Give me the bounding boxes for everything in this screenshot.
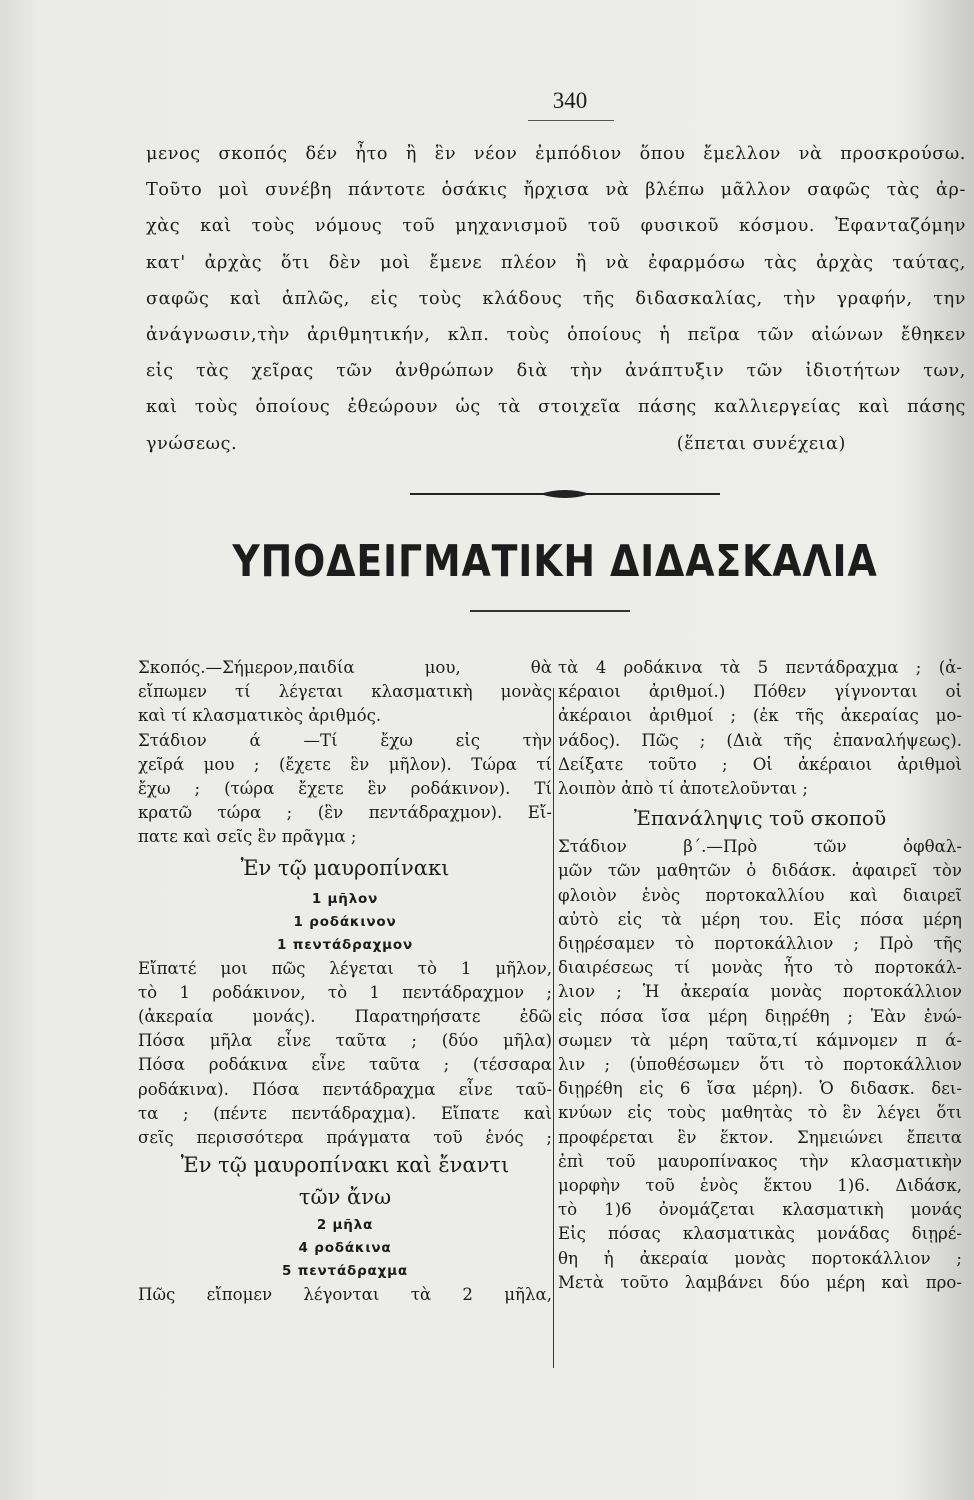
text-line: λιον ; Ἡ ἀκεραία μονὰς πορτοκάλλιον (558, 982, 962, 1002)
intro-last-line (146, 426, 846, 462)
text-line: Μετὰ τοῦτο λαμβάνει δύο μέρη καὶ προ- (558, 1272, 962, 1292)
text-line: Δείξατε τοῦτο ; Οἱ ἀκέραιοι ἀριθμοὶ (558, 754, 962, 774)
board-item: 2 μῆλα (316, 1217, 374, 1234)
text-line: λοιπὸν ἀπὸ τί ἀποτελοῦνται ; (558, 779, 808, 799)
intro-line: ἀνάγνωσιν,τὴν ἀριθμητικήν, κλπ. τοὺς ὁποίους ἡ πεῖρα τῶν αἰώνων ἔθηκεν (146, 325, 966, 346)
intro-line: μενος σκοπός δέν ἦτο ἢ ἓν νέον ἐμπόδιον ὅπου ἔμελλον νὰ προσκρούσω. (146, 144, 966, 164)
left-column (138, 656, 552, 1307)
intro-last-word: γνώσεως. (146, 433, 238, 454)
page-number: 340 (552, 88, 588, 113)
text-line: τὸ 1 ροδάκινον, τὸ 1 πεντάδραχμον ; (138, 982, 552, 1002)
text-line: ἐπὶ τοῦ μαυροπίνακος τὴν κλασματικὴν (558, 1151, 962, 1171)
text-line: σεῖς περισσότερα πράγματα τοῦ ἑνός ; (138, 1128, 552, 1148)
section-heading: Ἐπανάληψις τοῦ σκοποῦ (633, 806, 887, 831)
text-line: Πῶς εἴπομεν λέγονται τὰ 2 μῆλα, (138, 1285, 552, 1305)
text-line: προφέρεται ἓν ἕκτον. Σημειώνει ἔπειτα (558, 1127, 962, 1147)
intro-line: Τοῦτο μοὶ συνέβη πάντοτε ὁσάκις ἤρχισα νὰ βλέπω μᾶλλον σαφῶς τὰς ἀρ- (146, 180, 966, 201)
text-line: μῶν τῶν μαθητῶν ὁ διδάσκ. ἀφαιρεῖ τὸν (558, 861, 962, 881)
board-item: 1 πεντάδραχμον (277, 936, 413, 953)
text-line: τὰ 4 ροδάκινα τὰ 5 πεντάδραχμα ; (ἀ- (558, 658, 962, 677)
text-line: εἰς πόσα ἴσα μέρη διῃρέθη ; Ἐὰν ἑνώ- (558, 1006, 962, 1026)
text-line: (ἀκεραία μονάς). Παρατηρήσατε ἐδῶ (138, 1007, 552, 1027)
text-line: μορφὴν τοῦ ἑνὸς ἕκτου 1)6. Διδάσκ, (558, 1176, 962, 1196)
text-line: Στάδιον β΄.—Πρὸ τῶν ὀφθαλ- (558, 837, 962, 857)
title-underline (470, 610, 630, 612)
text-line: Εἰς πόσας κλασματικὰς μονάδας διῃρέ- (558, 1224, 962, 1244)
ornamental-divider (410, 487, 720, 501)
column-divider (553, 688, 554, 1368)
text-line: ἀκέραιοι ἀριθμοί ; (ἐκ τῆς ἀκεραίας μο- (558, 706, 962, 726)
intro-line: σαφῶς καὶ ἁπλῶς, εἰς τοὺς κλάδους τῆς διδασκαλίας, τὴν γραφήν, την (146, 288, 966, 309)
board-item: 1 ροδάκινον (293, 913, 397, 930)
intro-line: κατ' ἀρχὰς ὅτι δὲν μοὶ ἔμενε πλέον ἢ νὰ ἐφαρμόσω τὰς ἀρχὰς ταύτας, (146, 252, 966, 273)
text-line: φλοιὸν ἑνὸς πορτοκαλλίου καὶ διαιρεῖ (558, 885, 962, 905)
board-heading: Ἐν τῷ μαυροπίνακι (240, 855, 450, 880)
intro-paragraph (146, 136, 966, 462)
text-line: κέραιοι ἀριθμοί.) Πόθεν γίγνονται οἱ (558, 682, 962, 702)
text-line: νάδος). Πῶς ; (Διὰ τῆς ἐπαναλήψεως). (558, 730, 962, 750)
text-line: κρατῶ τώρα ; (ἓν πεντάδραχμον). Εἴ- (138, 803, 552, 823)
board-item: 5 πεντάδραχμα (282, 1263, 408, 1280)
board-heading: Ἐν τῷ μαυροπίνακι καὶ ἔναντι (180, 1153, 510, 1178)
board-item: 4 ροδάκινα (298, 1240, 392, 1257)
intro-line: χὰς καὶ τοὺς νόμους τοῦ μηχανισμοῦ τοῦ φυσικοῦ κόσμου. Ἐφανταζόμην (146, 216, 966, 237)
text-line: πατε καὶ σεῖς ἓν πρᾶγμα ; (138, 827, 357, 847)
text-line: διαιρέσεως τί μονὰς ἦτο τὸ πορτοκάλ- (558, 958, 962, 978)
text-line: ροδάκινα). Πόσα πεντάδραχμα εἶνε ταῦ- (138, 1079, 552, 1099)
text-line: λιν ; (ὑποθέσωμεν ὅτι τὸ πορτοκάλλιον (558, 1055, 962, 1075)
text-line: διῃρέσαμεν τὸ πορτοκάλλιον ; Πρὸ τῆς (558, 934, 962, 954)
page-number-rule (528, 120, 614, 121)
text-line: ἔχω ; (τώρα ἔχετε ἓν ροδάκινον). Τί (138, 779, 552, 799)
board-item: 1 μῆλον (311, 890, 379, 907)
text-line: χεῖρά μου ; (ἔχετε ἓν μῆλον). Τώρα τί (138, 754, 552, 774)
text-line: Πόσα ροδάκινα εἶνε ταῦτα ; (τέσσαρα (138, 1055, 552, 1075)
text-line: διῃρέθη εἰς 6 ἴσα μέρη). Ὁ διδασκ. δει- (558, 1079, 962, 1099)
text-line: Σκοπός.—Σήμερον,παιδία μου, θὰ (138, 658, 552, 677)
text-line: Εἴπατέ μοι πῶς λέγεται τὸ 1 μῆλον, (138, 958, 552, 978)
board-heading-continued: τῶν ἄνω (298, 1185, 392, 1210)
text-line: Πόσα μῆλα εἶνε ταῦτα ; (δύο μῆλα) (138, 1031, 552, 1051)
right-column (558, 656, 962, 1295)
article-title: ΥΠΟΔΕΙΓΜΑΤΙΚΗ ΔΙΔΑΣΚΑΛΙΑ (232, 536, 878, 587)
text-line: κνύων εἰς τοὺς μαθητὰς τὸ ἓν λέγει ὅτι (558, 1103, 962, 1123)
text-line: καὶ τί κλασματικὸς ἀριθμός. (138, 706, 382, 726)
text-line: σωμεν τὰ μέρη ταῦτα,τί κάμνομεν π ά- (558, 1030, 962, 1050)
text-line: Στάδιον ά —Τί ἔχω εἰς τὴν (138, 730, 552, 750)
intro-line: εἰς τὰς χεῖρας τῶν ἀνθρώπων διὰ τὴν ἀνάπτυξιν τῶν ἰδιοτήτων των, (146, 361, 966, 382)
intro-line: καὶ τοὺς ὁποίους ἐθεώρουν ὡς τὰ στοιχεῖα πάσης καλλιεργείας καὶ πάσης (146, 397, 966, 418)
text-line: τα ; (πέντε πεντάδραχμα). Εἴπατε καὶ (138, 1103, 552, 1123)
text-line: εἴπωμεν τί λέγεται κλασματικὴ μονὰς (138, 682, 552, 702)
text-line: θη ἡ ἀκεραία μονὰς πορτοκάλλιον ; (558, 1248, 962, 1268)
continuation-note: (ἕπεται συνέχεια) (676, 433, 846, 454)
text-line: αὐτὸ εἰς τὰ μέρη του. Εἰς πόσα μέρη (558, 909, 962, 929)
text-line: τὸ 1)6 ὀνομάζεται κλασματικὴ μονάς (558, 1200, 962, 1220)
